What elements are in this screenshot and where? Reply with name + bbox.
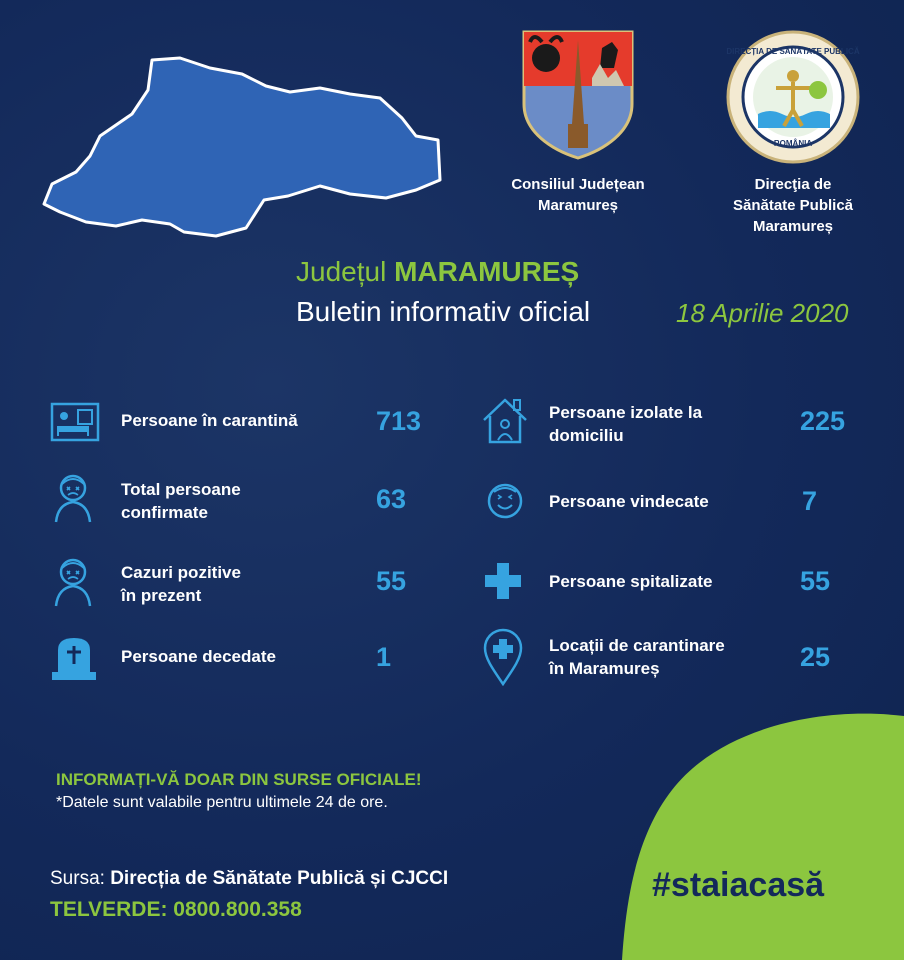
dsp-logo-ring-text: DIRECȚIA DE SĂNĂTATE PUBLICĂ	[726, 47, 860, 56]
stat-value-current-positive: 55	[376, 566, 407, 596]
telverde-phone: TELVERDE: 0800.800.358	[50, 898, 302, 921]
stat-label-quarantine-locations-line2: în Maramureș	[549, 659, 660, 678]
stat-label-total-confirmed-line2: confirmate	[121, 503, 208, 522]
stat-label-deceased	[121, 645, 276, 668]
county-council-label	[490, 174, 666, 216]
maramures-map-icon	[20, 40, 460, 260]
stat-label-current-positive-line2: în prezent	[121, 586, 202, 605]
title-prefix: Județul	[296, 256, 395, 287]
stat-label-current-positive	[121, 561, 241, 607]
stat-label-hospitalized-line1: Persoane spitalizate	[549, 572, 713, 591]
title-county: MARAMUREȘ	[394, 256, 580, 287]
tombstone-icon	[50, 634, 98, 682]
official-sources-warning: INFORMAȚI-VĂ DOAR DIN SURSE OFICIALE!	[56, 770, 422, 789]
county-council-label-line1: Consiliul Județean	[511, 176, 645, 193]
source-line	[50, 868, 448, 890]
stat-value-deceased: 1	[376, 642, 392, 672]
stat-label-current-positive-line1: Cazuri pozitive	[121, 563, 241, 582]
data-validity-note: *Datele sunt valabile pentru ultimele 24 de ore.	[56, 794, 388, 811]
green-corner-shape	[600, 700, 904, 960]
source-text: Direcția de Sănătate Publică și CJCCI	[110, 868, 449, 889]
stat-label-total-confirmed	[121, 478, 241, 524]
page-subtitle: Buletin informativ oficial	[296, 296, 591, 327]
page-title	[296, 256, 579, 288]
stat-label-quarantine-locations	[549, 634, 725, 680]
stat-label-hospitalized	[549, 570, 712, 593]
sick-person-icon	[50, 556, 96, 608]
stat-value-total-confirmed: 63	[376, 484, 407, 514]
county-crest-icon	[520, 28, 636, 160]
stat-label-recovered-line1: Persoane vindecate	[549, 492, 709, 511]
hashtag-stay-home: #staiacasă	[652, 866, 825, 904]
stat-label-total-confirmed-line1: Total persoane	[121, 480, 241, 499]
happy-face-icon	[486, 482, 524, 520]
source-prefix: Sursa:	[50, 868, 111, 889]
stat-label-quarantine-locations-line1: Locații de carantinare	[549, 636, 725, 655]
medical-cross-icon	[484, 562, 522, 600]
stat-value-quarantine-locations: 25	[800, 642, 831, 672]
home-isolation-icon	[480, 396, 530, 446]
stat-value-hospitalized: 55	[800, 566, 831, 596]
public-health-label	[700, 174, 886, 237]
county-council-label-line2: Maramureș	[537, 197, 619, 214]
stat-label-home-isolation	[549, 401, 702, 447]
dsp-logo-bottom-text: ROMÂNIA	[773, 139, 813, 148]
stat-value-recovered: 7	[802, 486, 818, 516]
sick-person-icon	[50, 472, 96, 524]
stat-label-home-isolation-line2: domiciliu	[549, 426, 624, 445]
public-health-label-line1: Direcţia de	[754, 176, 832, 193]
stat-label-recovered	[549, 490, 709, 513]
stat-label-deceased-line1: Persoane decedate	[121, 647, 276, 666]
stat-label-quarantine-line1: Persoane în carantină	[121, 411, 298, 430]
public-health-logo-icon	[726, 30, 860, 164]
bulletin-date: 18 Aprilie 2020	[676, 298, 849, 328]
location-pin-cross-icon	[482, 628, 524, 686]
quarantine-room-icon	[50, 402, 100, 442]
stat-label-home-isolation-line1: Persoane izolate la	[549, 403, 703, 422]
stat-value-home-isolation: 225	[800, 406, 846, 436]
stat-value-quarantine: 713	[376, 406, 422, 436]
public-health-label-line2: Sănătate Publică	[732, 197, 854, 214]
public-health-label-line3: Maramureș	[752, 218, 834, 235]
stat-label-quarantine	[121, 409, 298, 432]
